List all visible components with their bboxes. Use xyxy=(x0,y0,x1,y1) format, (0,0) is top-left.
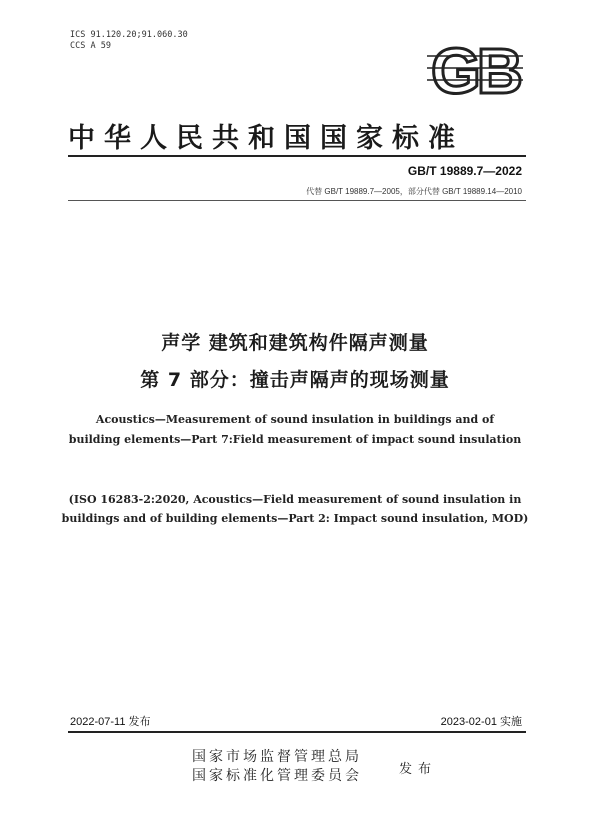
issuer-samr: 国家市场监督管理总局 xyxy=(192,749,362,765)
english-title xyxy=(0,410,590,450)
top-divider xyxy=(68,155,526,157)
header-divider xyxy=(68,200,526,201)
iso-reference-line-1: (ISO 16283-2:2020, Acoustics—Field measurement of sound insulation in xyxy=(68,493,522,506)
chinese-title-line-1: 声学 建筑和建筑构件隔声测量 xyxy=(161,332,429,354)
issuer-sac: 国家标准化管理委员会 xyxy=(192,768,362,784)
publication-date: 2022-07-11 发布 xyxy=(70,716,151,728)
implementation-date: 2023-02-01 实施 xyxy=(440,716,522,728)
replaces-note: 代替 GB/T 19889.7—2005，部分代替 GB/T 19889.14—2010 xyxy=(306,187,522,196)
issue-label: 发布 xyxy=(399,762,438,777)
english-title-line-1: Acoustics—Measurement of sound insulation in buildings and of xyxy=(95,413,495,426)
ics-code: ICS 91.120.20;91.060.30 xyxy=(70,30,188,40)
iso-reference-line-2: buildings and of building elements—Part 2: Impact sound insulation, MOD) xyxy=(61,512,529,525)
footer-divider xyxy=(68,731,526,733)
classification-codes xyxy=(70,30,188,52)
iso-reference xyxy=(0,490,590,528)
gb-logo-text: GB xyxy=(431,36,519,100)
chinese-title-line-2: 第 7 部分：撞击声隔声的现场测量 xyxy=(140,369,450,391)
national-standard-title: 中华人民共和国国家标准 xyxy=(68,123,464,154)
ccs-code: CCS A 59 xyxy=(70,41,111,51)
issuing-authorities xyxy=(192,748,362,786)
gb-logo xyxy=(423,36,527,100)
english-title-line-2: building elements—Part 7:Field measurement of impact sound insulation xyxy=(68,433,522,446)
standard-number: GB/T 19889.7—2022 xyxy=(407,164,522,178)
